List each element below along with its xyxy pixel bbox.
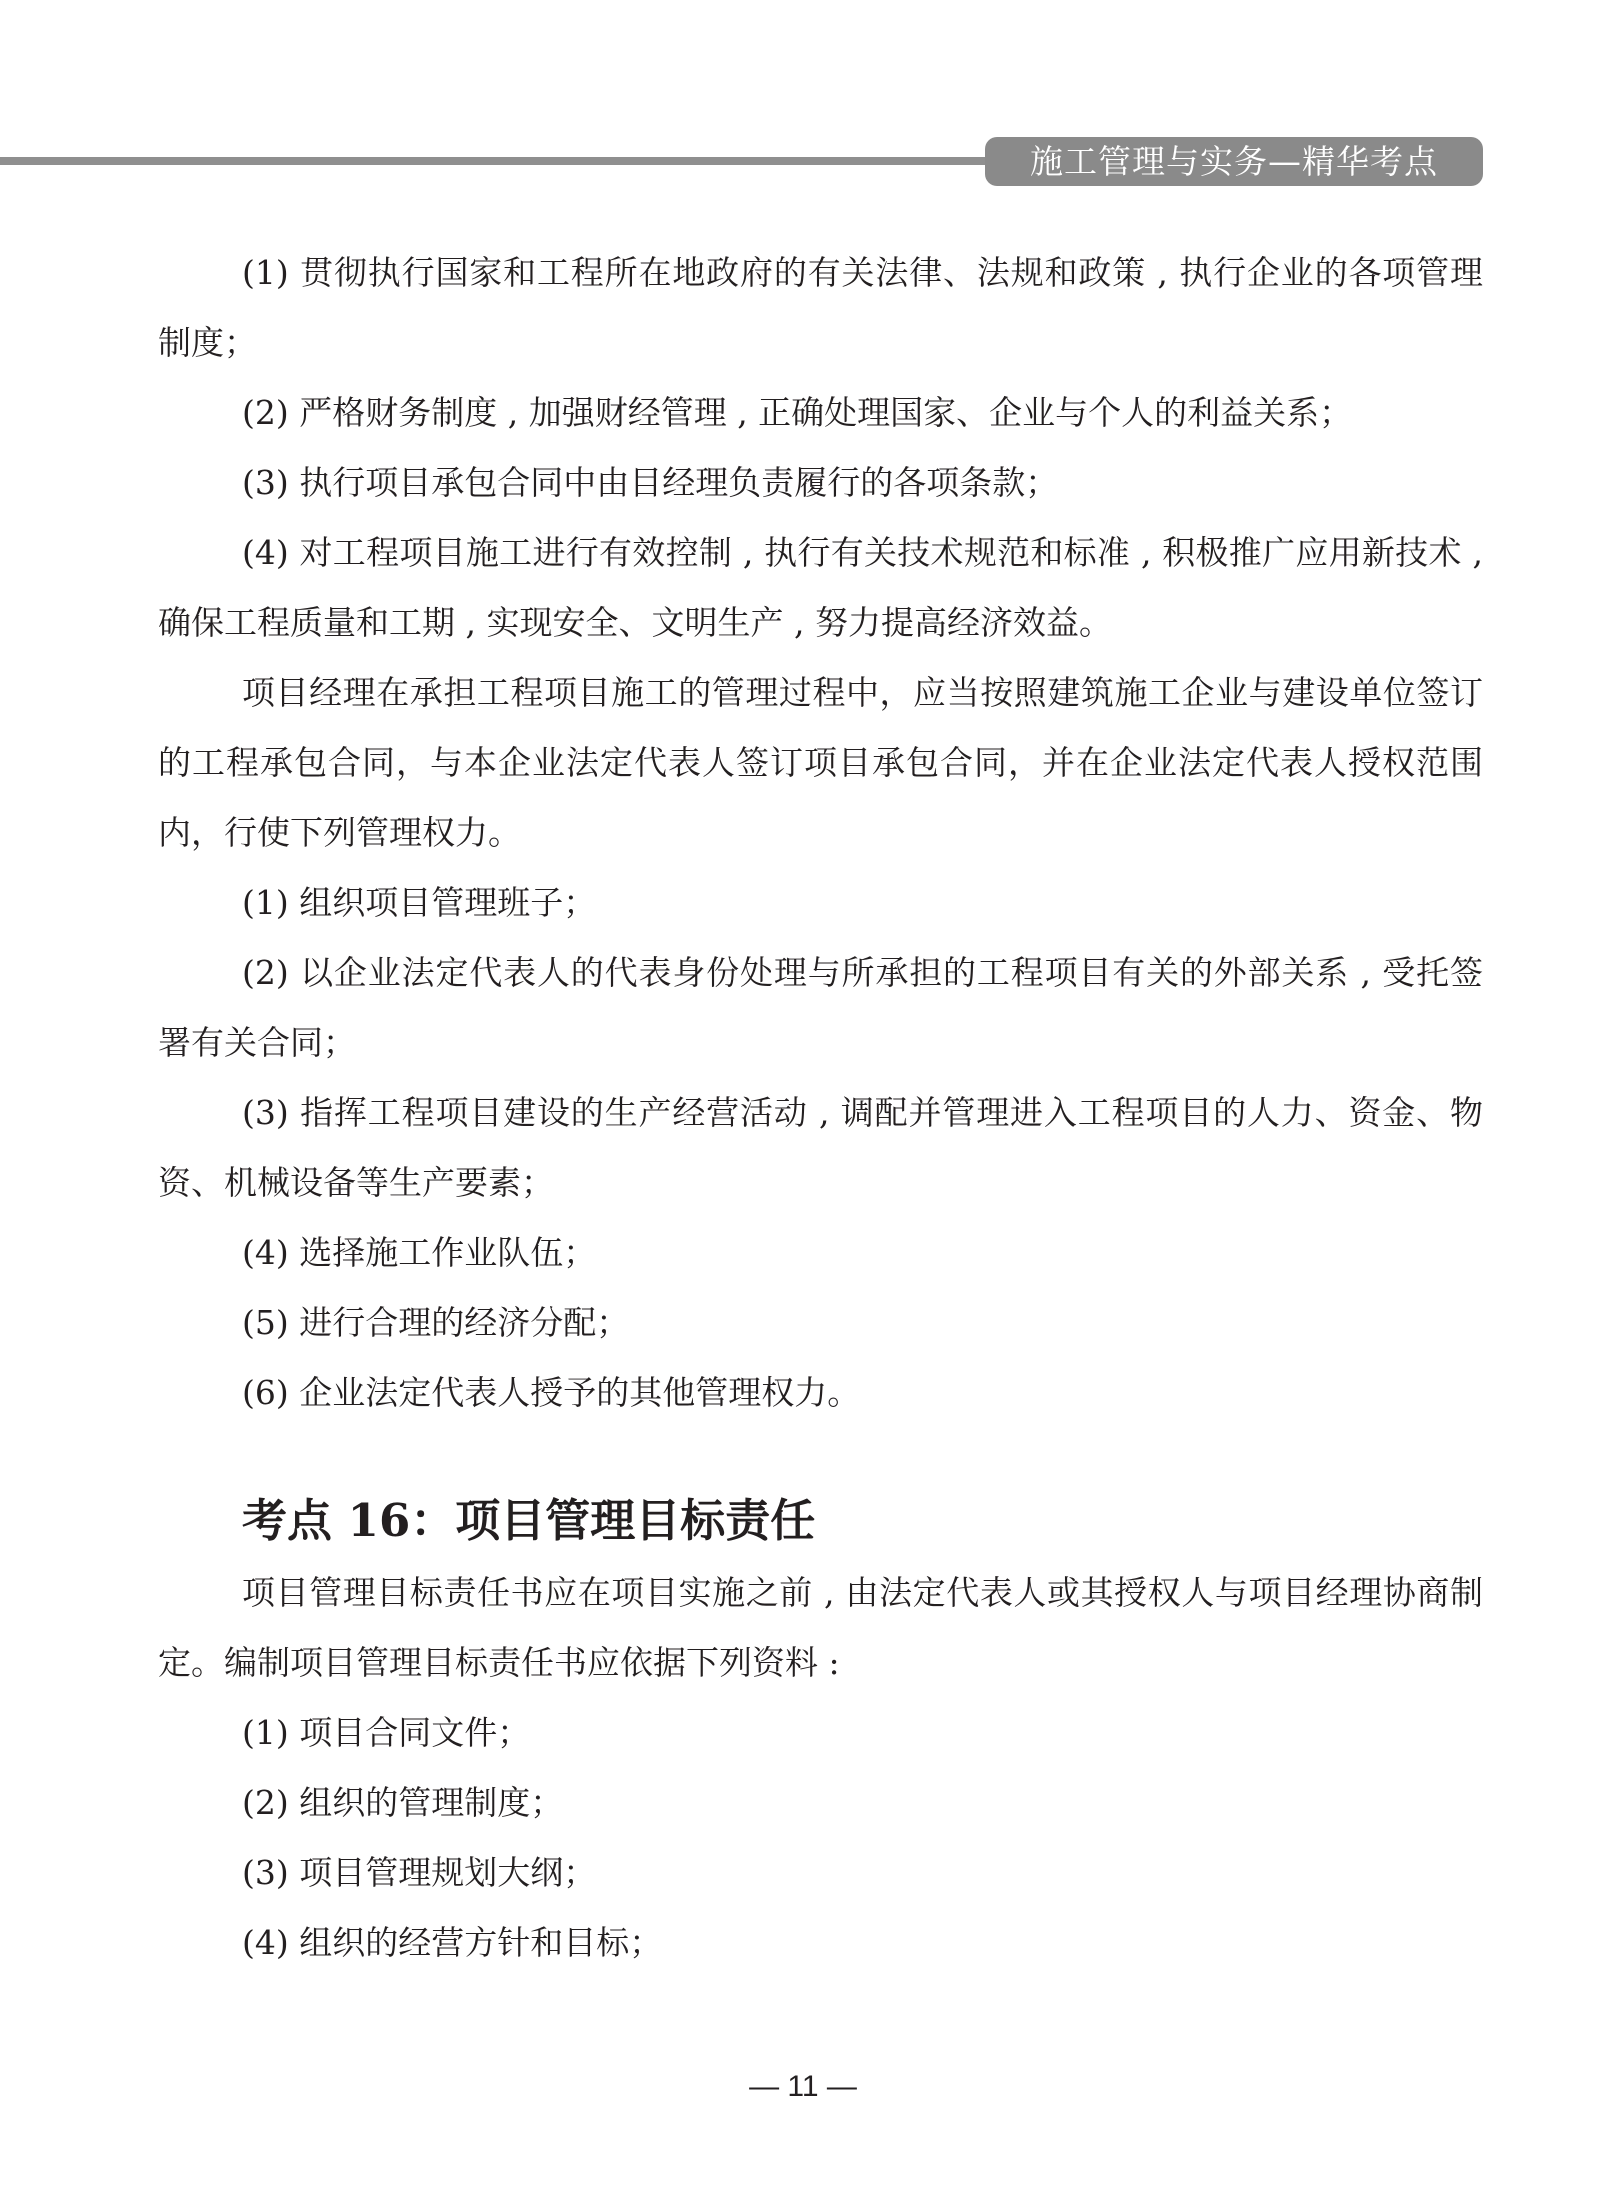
- paragraph: (4) 选择施工作业队伍；: [242, 1233, 597, 1272]
- paragraph: (1) 组织项目管理班子；: [242, 883, 597, 922]
- section-heading: 考点 16：项目管理目标责任: [242, 1494, 816, 1547]
- paragraph: (6) 企业法定代表人授予的其他管理权力。: [242, 1373, 861, 1412]
- paragraph: (4) 组织的经营方针和目标；: [242, 1923, 663, 1962]
- paragraph: (3) 项目管理规划大纲；: [242, 1853, 597, 1892]
- running-header: 施工管理与实务—精华考点: [985, 137, 1483, 186]
- page-content: [158, 238, 1483, 1978]
- paragraph: (1) 贯彻执行国家和工程所在地政府的有关法律、法规和政策 , 执行企业的各项管理制度；: [158, 253, 1483, 362]
- paragraph: 项目管理目标责任书应在项目实施之前 , 由法定代表人或其授权人与项目经理协商制定。编制项目管理目标责任书应依据下列资料 :: [158, 1573, 1483, 1682]
- paragraph: (5) 进行合理的经济分配；: [242, 1303, 630, 1342]
- paragraph: (2) 以企业法定代表人的代表身份处理与所承担的工程项目有关的外部关系 , 受托签署有关合同；: [158, 953, 1483, 1062]
- paragraph: (4) 对工程项目施工进行有效控制 , 执行有关技术规范和标准 , 积极推广应用新技术 , 确保工程质量和工期 , 实现安全、文明生产 , 努力提高经济效益。: [158, 533, 1483, 642]
- paragraph: (3) 指挥工程项目建设的生产经营活动 , 调配并管理进入工程项目的人力、资金、物资、机械设备等生产要素；: [158, 1093, 1483, 1202]
- paragraph: (2) 组织的管理制度；: [242, 1783, 564, 1822]
- header-rule: [0, 157, 990, 165]
- paragraph: (1) 项目合同文件；: [242, 1713, 531, 1752]
- paragraph: (3) 执行项目承包合同中由目经理负责履行的各项条款；: [242, 463, 1059, 502]
- paragraph: 项目经理在承担工程项目施工的管理过程中，应当按照建筑施工企业与建设单位签订的工程承包合同，与本企业法定代表人签订项目承包合同，并在企业法定代表人授权范围内，行使下列管理权力。: [158, 673, 1483, 852]
- paragraph: (2) 严格财务制度 , 加强财经管理 , 正确处理国家、企业与个人的利益关系；: [242, 393, 1353, 432]
- page-number: — 11 —: [749, 2070, 857, 2103]
